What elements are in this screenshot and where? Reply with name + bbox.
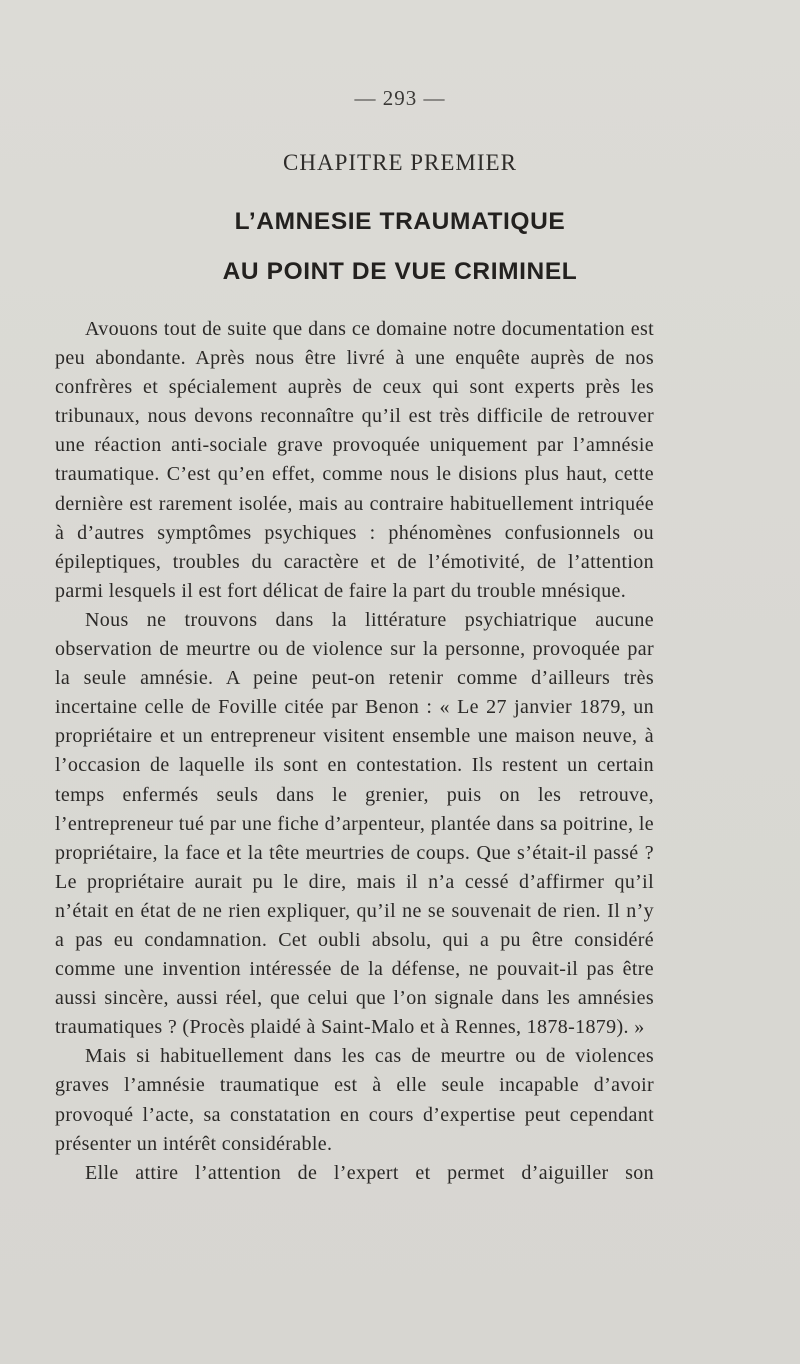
chapter-heading: CHAPITRE PREMIER [283,150,517,175]
paragraph-4: Elle attire l’attention de l’expert et permet d’aiguiller son [85,1161,654,1184]
chapter-title-line-1: L’AMNESIE TRAUMATIQUE [234,208,566,235]
chapter-title-line-2: AU POINT DE VUE CRIMINEL [222,258,578,285]
paragraph-2: Nous ne trouvons dans la littérature psychiatrique aucune observation de meurtre ou de violence sur la personne, provoquée par la seule amnésie. A peine peut-on retenir comme d’ailleurs très incertaine celle de Foville citée par Benon : « Le 27 janvier 1879, un propriétaire et un entrepreneur visitent ensemble une maison neuve, à l’occasion de laquelle ils sont en contestation. Ils restent un certain temps enfermés seuls dans le grenier, puis on les retrouve, l’entrepreneur tué par une fiche d’arpenteur, plantée dans sa poitrine, le propriétaire, la face et la tête meurtries de coups. Que s’était-il passé ? Le propriétaire aurait pu le dire, mais il n’a cessé d’affirmer qu’il n’était en état de ne rien expliquer, qu’il ne se souvenait de rien. Il n’y a pas eu condamnation. Cet oubli absolu, qui a pu être considéré comme une invention intéressée de la défense, ne pouvait-il pas être aussi sincère, aussi réel, que celui que l’on signale dans les amnésies traumatiques ? (Procès plaidé à Saint-Malo et à Rennes, 1878-1879). » [55,608,654,1039]
page-number: — 293 — [354,86,446,110]
body-text [55,315,654,1188]
paragraph-1: Avouons tout de suite que dans ce domaine notre documentation est peu abondante. Après nous être livré à une enquête auprès de nos confrères et spécialement auprès de ceux qui sont experts près les tribunaux, nous devons reconnaître qu’il est très difficile de retrouver une réaction anti-sociale grave provoquée uniquement par l’amnésie traumatique. C’est qu’en effet, comme nous le disions plus haut, cette dernière est rarement isolée, mais au contraire habituellement intriquée à d’autres symptômes psychiques : phénomènes confusionnels ou épileptiques, troubles du caractère et de l’émotivité, de l’attention parmi lesquels il est fort délicat de faire la part du trouble mnésique. [55,318,654,602]
paragraph-3: Mais si habituellement dans les cas de meurtre ou de violences graves l’amnésie traumatique est à elle seule incapable d’avoir provoqué l’acte, sa constatation en cours d’expertise peut cependant présenter un intérêt considérable. [55,1045,654,1155]
